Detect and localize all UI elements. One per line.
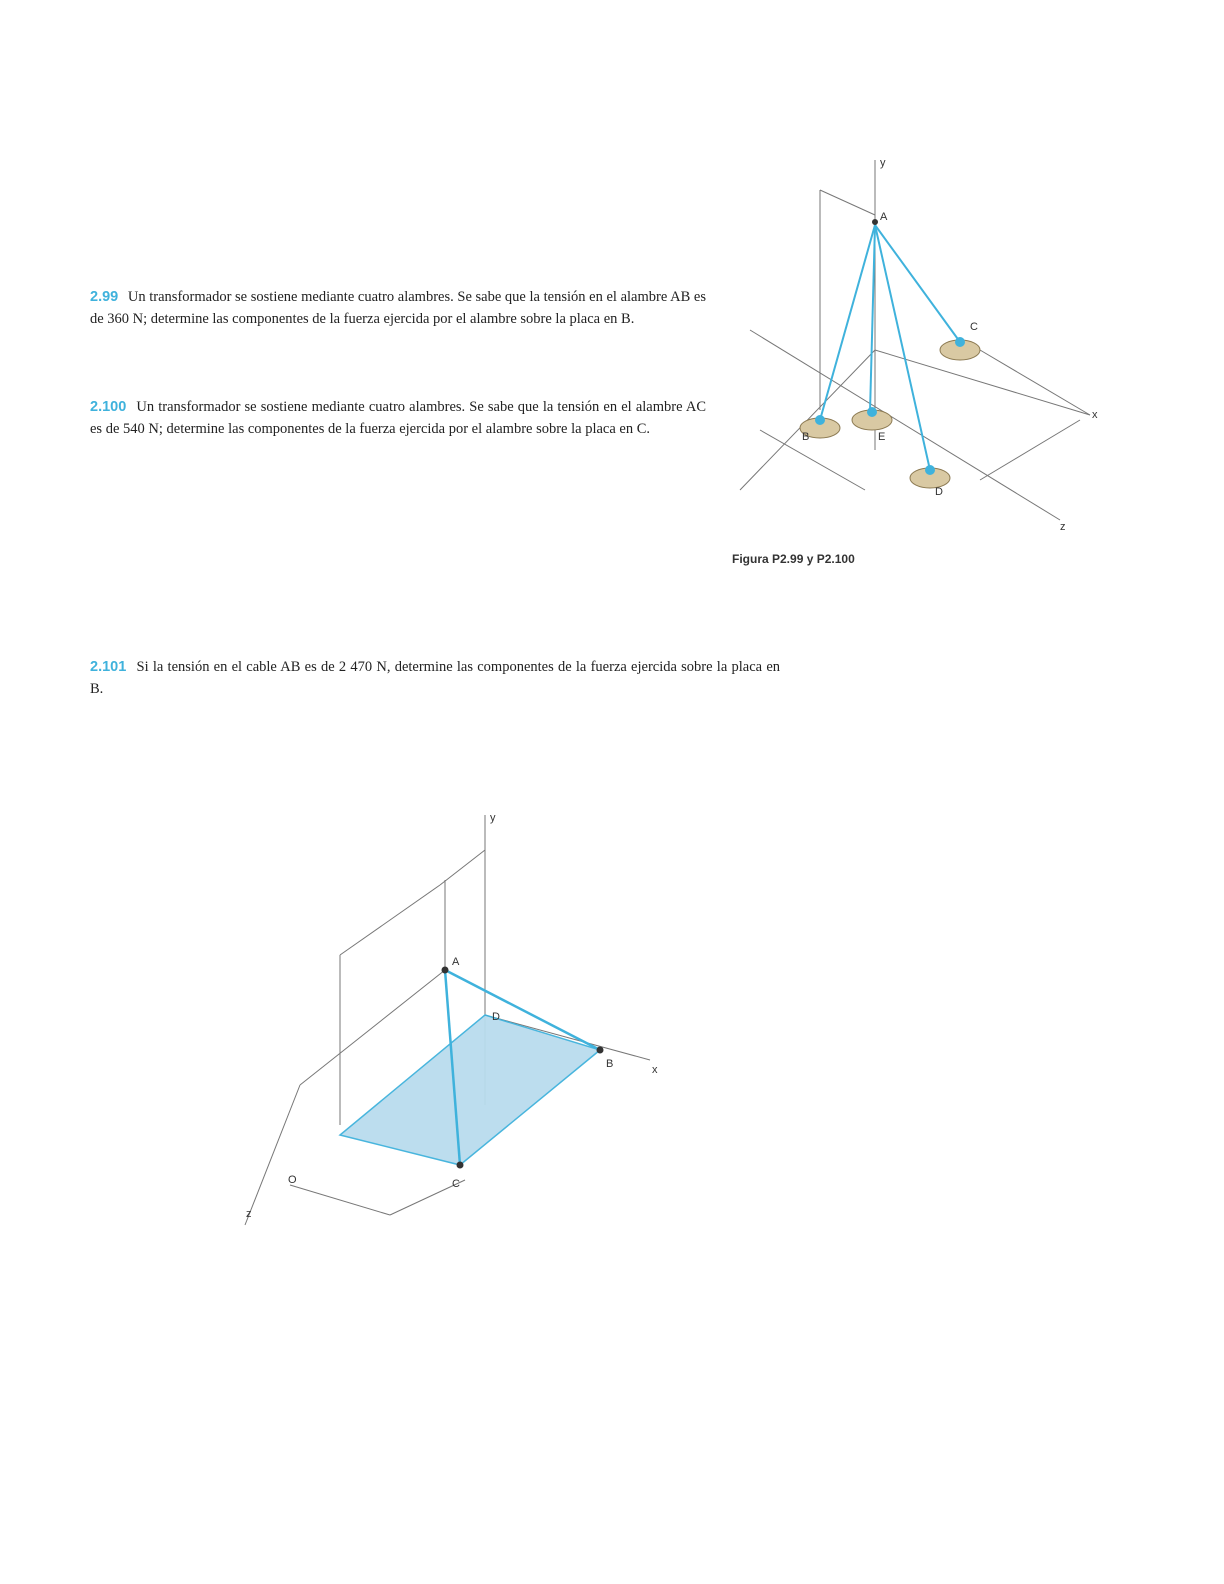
axis-y-label: y bbox=[490, 812, 496, 824]
point-c-label: C bbox=[970, 321, 978, 333]
point-a-label: A bbox=[452, 956, 460, 968]
point-d-label: D bbox=[492, 1011, 500, 1023]
problem-2-99 bbox=[90, 286, 706, 330]
problem-text: Si la tensión en el cable AB es de 2 470 N, determine las componentes de la fuerza ejercida sobre la placa en B. bbox=[90, 659, 780, 697]
problem-text: Un transformador se sostiene mediante cuatro alambres. Se sabe que la tensión en el alambre AC es de 540 N; determine las componentes de la fuerza ejercida por el alambre sobre la placa en C. bbox=[90, 399, 706, 437]
problem-number: 2.100 bbox=[90, 399, 127, 415]
problem-2-101 bbox=[90, 656, 780, 700]
axis-x-label: x bbox=[652, 1064, 658, 1076]
problem-text: Un transformador se sostiene mediante cuatro alambres. Se sabe que la tensión en el alambre AB es de 360 N; determine las componentes de la fuerza ejercida por el alambre sobre la placa en B. bbox=[90, 289, 706, 327]
axis-z-label: z bbox=[246, 1208, 252, 1220]
point-c-label: C bbox=[452, 1178, 460, 1190]
figure-caption: Figura P2.99 y P2.100 bbox=[732, 552, 855, 566]
problem-number: 2.101 bbox=[90, 659, 127, 675]
point-b-label: B bbox=[802, 431, 810, 443]
point-e-label: E bbox=[878, 431, 886, 443]
point-a-label: A bbox=[880, 211, 888, 223]
axis-x-label: x bbox=[1092, 409, 1098, 421]
point-b-label: B bbox=[606, 1058, 614, 1070]
origin-o-label: O bbox=[288, 1174, 297, 1186]
figure-plate bbox=[240, 805, 680, 1235]
figure-transformer bbox=[730, 150, 1120, 550]
problem-2-100 bbox=[90, 396, 706, 440]
point-d-label: D bbox=[935, 486, 943, 498]
problem-number: 2.99 bbox=[90, 289, 119, 305]
axis-z-label: z bbox=[1060, 521, 1066, 533]
axis-y-label: y bbox=[880, 157, 886, 169]
